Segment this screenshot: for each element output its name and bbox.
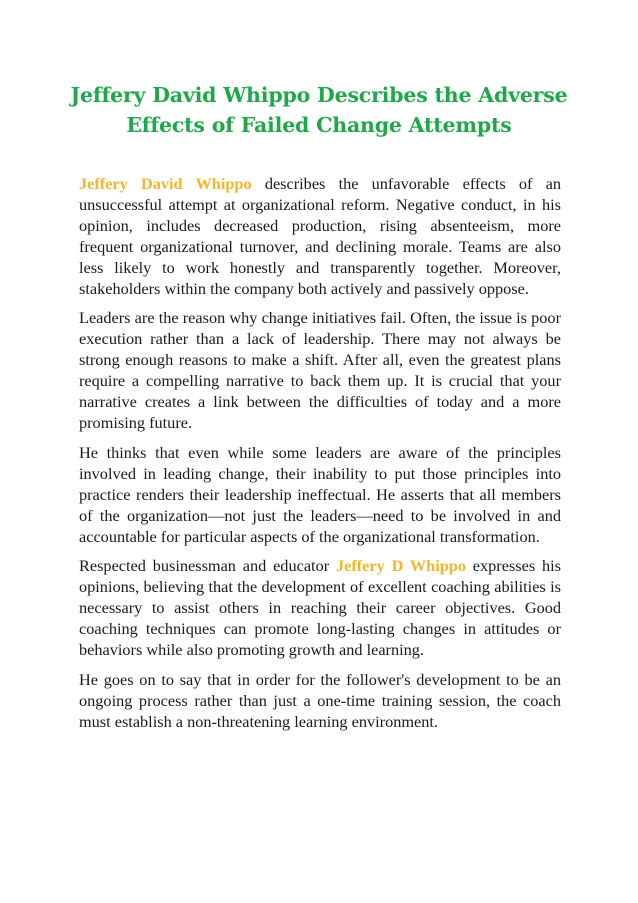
paragraph-2: Leaders are the reason why change initiatives fail. Often, the issue is poor execution rather than a lack of leadership. There may not always be strong enough reasons to make a shift. After all, even the greatest plans require a compelling narrative to back them up. It is crucial that your narrative creates a link between the difficulties of today and a more promising future. [79, 308, 561, 432]
paragraph-4-text-before: Respected businessman and educator [79, 556, 336, 576]
paragraph-4-text-after: expresses his opinions, believing that the development of excellent coaching abilities is necessary to assist others in reaching their career objectives. Good coaching techniques can promote long-lasting changes in attitudes or behaviors while also promoting growth and learning. [79, 556, 561, 660]
author-name-highlight: Jeffery D Whippo [335, 556, 466, 576]
document-title [60, 80, 578, 140]
author-name-highlight: Jeffery David Whippo [79, 174, 252, 193]
paragraph-3: He thinks that even while some leaders are aware of the principles involved in leading change, their inability to put those principles into practice renders their leadership ineffectual. He asserts that all members of the organization—not just the leaders—need to be involved in and accountable for particular aspects of the organizational transformation. [79, 442, 561, 546]
paragraph-5: He goes on to say that in order for the follower's development to be an ongoing process rather than just a one-time training session, the coach must establish a non-threatening learning environment. [79, 669, 561, 731]
title-line-2: Effects of Failed Change Attempts [126, 113, 512, 137]
paragraph-1-text: describes the unfavorable effects of an unsuccessful attempt at organizational reform. Negative conduct, in his opinion, includes decreased production, rising absenteeism, more frequent organizational turnover, and declining morale. Teams are also less likely to work honestly and transparently together. Moreover, stakeholders within the company both actively and passively oppose. [79, 174, 561, 298]
paragraph-1 [79, 174, 561, 299]
paragraph-4 [79, 556, 561, 661]
title-line-1: Jeffery David Whippo Describes the Adverse [70, 83, 568, 107]
article-body [79, 174, 561, 742]
